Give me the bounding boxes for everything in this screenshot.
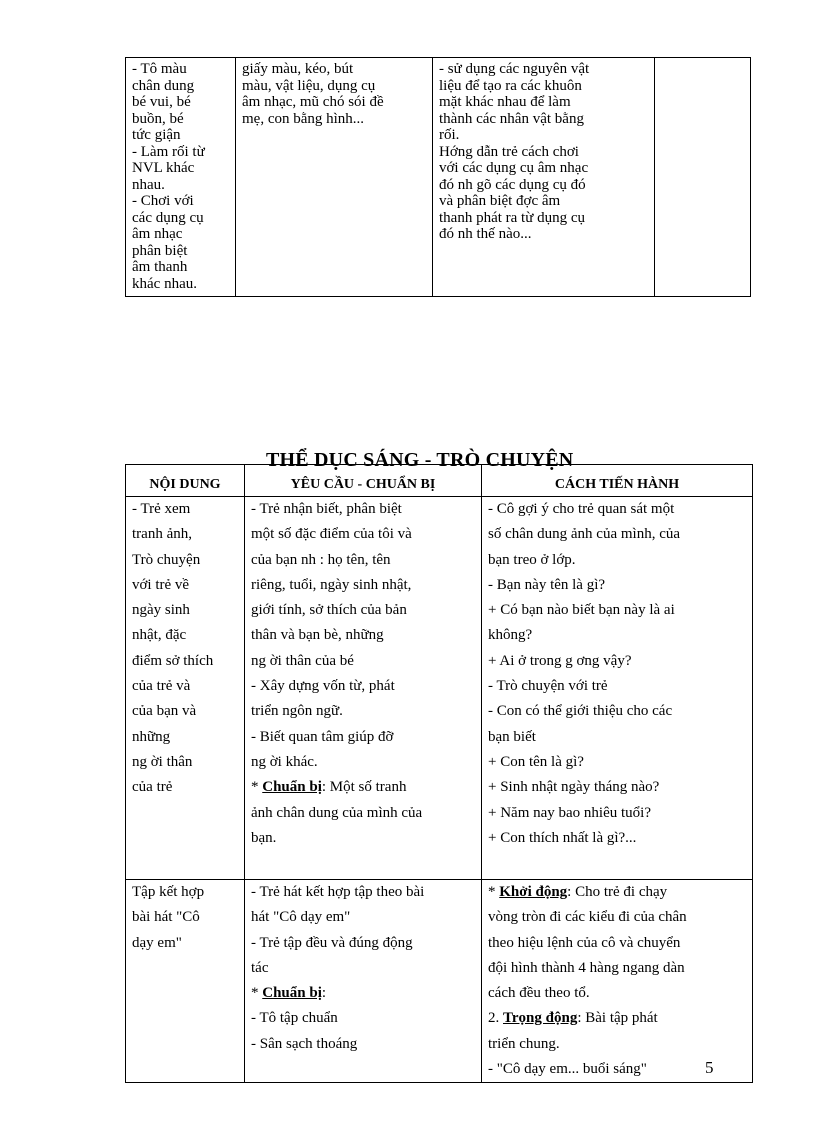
text-line: giấy màu, kéo, bút xyxy=(242,61,354,77)
text-line: tranh ảnh, xyxy=(132,526,192,543)
text-line: đó nh thế nào... xyxy=(439,226,532,242)
text-line: bé vui, bé xyxy=(132,94,191,110)
prep-item: - Sân sạch thoáng xyxy=(251,1035,358,1052)
text-line: + Ai ở trong g ơng vậy? xyxy=(488,652,632,669)
header-content: NỘI DUNG xyxy=(126,465,245,497)
cell-notes xyxy=(655,58,751,297)
text-line: + Sinh nhật ngày tháng nào? xyxy=(488,779,660,796)
row1-procedure xyxy=(482,497,753,880)
text-line: ng ời thân của bé xyxy=(251,652,354,669)
prep-label: Chuẩn bị xyxy=(262,985,322,1002)
text-line: thân và bạn bè, những xyxy=(251,627,384,644)
text-line: NVL khác xyxy=(132,160,195,176)
prep-text-line: : Một số tranh xyxy=(321,779,407,796)
warmup-line: vòng tròn đi các kiểu đi của chân xyxy=(488,909,687,926)
row2-procedure xyxy=(482,880,753,1083)
text-line: + Con tên là gì? xyxy=(488,753,584,770)
cell-content xyxy=(126,58,236,297)
text-line: thành các nhân vật bằng xyxy=(439,110,584,127)
text-line: Hớng dẫn trẻ cách chơi xyxy=(439,143,579,160)
text-line: một số đặc điểm của tôi và xyxy=(251,526,412,543)
text-line: - Trẻ tập đều và đúng động xyxy=(251,934,413,951)
text-line: thanh phát ra từ dụng cụ xyxy=(439,209,586,226)
text-line: với các dụng cụ âm nhạc xyxy=(439,160,589,176)
text-line: nhau. xyxy=(132,176,165,193)
text-line: giới tính, sở thích của bản xyxy=(251,602,407,619)
main-line: triển chung. xyxy=(488,1035,560,1052)
text-line: phân biệt xyxy=(132,242,188,259)
text-line: âm nhạc, mũ chó sói đề xyxy=(242,94,384,110)
text-line: hát "Cô dạy em" xyxy=(251,909,351,926)
header-row xyxy=(126,465,753,497)
cell-method xyxy=(433,58,655,297)
text-line: và phân biệt đợc âm xyxy=(439,193,561,209)
text-line: ng ời khác. xyxy=(251,753,318,770)
warmup-label: Khởi động xyxy=(499,884,568,900)
text-line: của trẻ xyxy=(132,779,173,796)
text-line: không? xyxy=(488,627,533,644)
text-line: điểm sở thích xyxy=(132,652,214,669)
text-line: - Con có thể giới thiệu cho các xyxy=(488,703,673,720)
header-procedure: CÁCH TIẾN HÀNH xyxy=(482,465,753,497)
main-line: - "Cô dạy em... buổi sáng" xyxy=(488,1061,647,1078)
text-line: âm nhạc xyxy=(132,226,183,242)
text-line: số chân dung ảnh của mình, của xyxy=(488,526,681,543)
text-line: - sử dụng các nguyên vật xyxy=(439,61,590,77)
prep-label: Chuẩn bị xyxy=(262,779,322,796)
text-line: liệu để tạo ra các khuôn xyxy=(439,77,582,94)
text-line: tác xyxy=(251,959,269,976)
text-line: riêng, tuổi, ngày sinh nhật, xyxy=(251,576,412,593)
header-requirements: YÊU CẦU - CHUẨN BỊ xyxy=(245,465,482,497)
cell-materials xyxy=(236,58,433,297)
text-line: rối. xyxy=(439,127,460,143)
prep-colon: : xyxy=(321,985,327,1002)
bullet: * xyxy=(488,884,496,900)
morning-exercise-table xyxy=(125,464,753,1083)
text-line: âm thanh xyxy=(132,259,188,275)
text-line: của trẻ và xyxy=(132,678,191,695)
text-line: + Có bạn nào biết bạn này là ai xyxy=(488,602,675,619)
text-line: nhật, đặc xyxy=(132,627,187,644)
prep-text-line: ảnh chân dung của mình của xyxy=(251,804,423,821)
text-line: - Bạn này tên là gì? xyxy=(488,576,606,593)
warmup-line: : Cho trẻ đi chạy xyxy=(567,884,668,900)
table-row xyxy=(126,497,753,880)
text-line: các dụng cụ xyxy=(132,209,204,226)
text-line: + Con thích nhất là gì?... xyxy=(488,829,637,846)
text-line: khác nhau. xyxy=(132,275,197,292)
section-title: THỂ DỤC SÁNG - TRÒ CHUYỆN xyxy=(266,449,574,471)
text-line: - Làm rối từ xyxy=(132,143,205,160)
text-line: của bạn và xyxy=(132,703,197,720)
text-line: những xyxy=(132,728,171,745)
text-line: - Tô màu xyxy=(132,61,187,77)
table-row xyxy=(126,880,753,1083)
text-line: - Trẻ nhận biết, phân biệt xyxy=(251,501,402,517)
text-line: mặt khác nhau để làm xyxy=(439,94,571,110)
main-line: : Bài tập phát xyxy=(577,1010,658,1027)
text-line: buồn, bé xyxy=(132,110,184,127)
prep-block xyxy=(251,775,475,851)
bullet: * xyxy=(251,985,259,1002)
text-line: Tập kết hợp xyxy=(132,884,205,900)
row1-requirements xyxy=(245,497,482,880)
text-line: của bạn nh : họ tên, tên xyxy=(251,551,391,568)
text-line: mẹ, con bằng hình... xyxy=(242,110,365,127)
text-line: ngày sinh xyxy=(132,602,190,619)
text-line: - Xây dựng vốn từ, phát xyxy=(251,678,395,695)
text-line: chân dung xyxy=(132,77,195,94)
text-line: màu, vật liệu, dụng cụ xyxy=(242,77,376,94)
text-line: Trò chuyện xyxy=(132,551,201,568)
text-line: ng ời thân xyxy=(132,753,193,770)
step-number: 2. xyxy=(488,1010,500,1027)
table-row xyxy=(126,58,751,297)
prep-text-line: bạn. xyxy=(251,829,277,846)
text-line: - Trẻ hát kết hợp tập theo bài xyxy=(251,884,425,900)
text-line: - Cô gợi ý cho trẻ quan sát một xyxy=(488,501,675,517)
text-line: - Trò chuyện với trẻ xyxy=(488,678,608,695)
row2-content xyxy=(126,880,245,1083)
row1-content xyxy=(126,497,245,880)
text-line: bạn biết xyxy=(488,728,536,745)
prep-item: - Tô tập chuẩn xyxy=(251,1010,338,1027)
text-line: triển ngôn ngữ. xyxy=(251,703,343,720)
text-line: bạn treo ở lớp. xyxy=(488,551,576,568)
main-exercise-label: Trọng động xyxy=(503,1010,578,1027)
text-line: + Năm nay bao nhiêu tuổi? xyxy=(488,804,652,821)
text-line: - Biết quan tâm giúp đỡ xyxy=(251,728,394,745)
text-line: với trẻ về xyxy=(132,576,190,593)
row2-requirements xyxy=(245,880,482,1083)
activity-table-continued xyxy=(125,57,751,297)
page-number: 5 xyxy=(705,1058,714,1077)
bullet: * xyxy=(251,779,259,796)
text-line: - Chơi với xyxy=(132,193,194,209)
text-line: đó nh gõ các dụng cụ đó xyxy=(439,176,586,193)
warmup-line: theo hiệu lệnh của cô và chuyển xyxy=(488,934,681,951)
warmup-line: đội hình thành 4 hàng ngang dàn xyxy=(488,959,685,976)
text-line: tức giận xyxy=(132,127,181,143)
warmup-line: cách đều theo tổ. xyxy=(488,985,590,1002)
text-line: dạy em" xyxy=(132,934,182,951)
text-line: bài hát "Cô xyxy=(132,909,200,926)
text-line: - Trẻ xem xyxy=(132,501,191,517)
